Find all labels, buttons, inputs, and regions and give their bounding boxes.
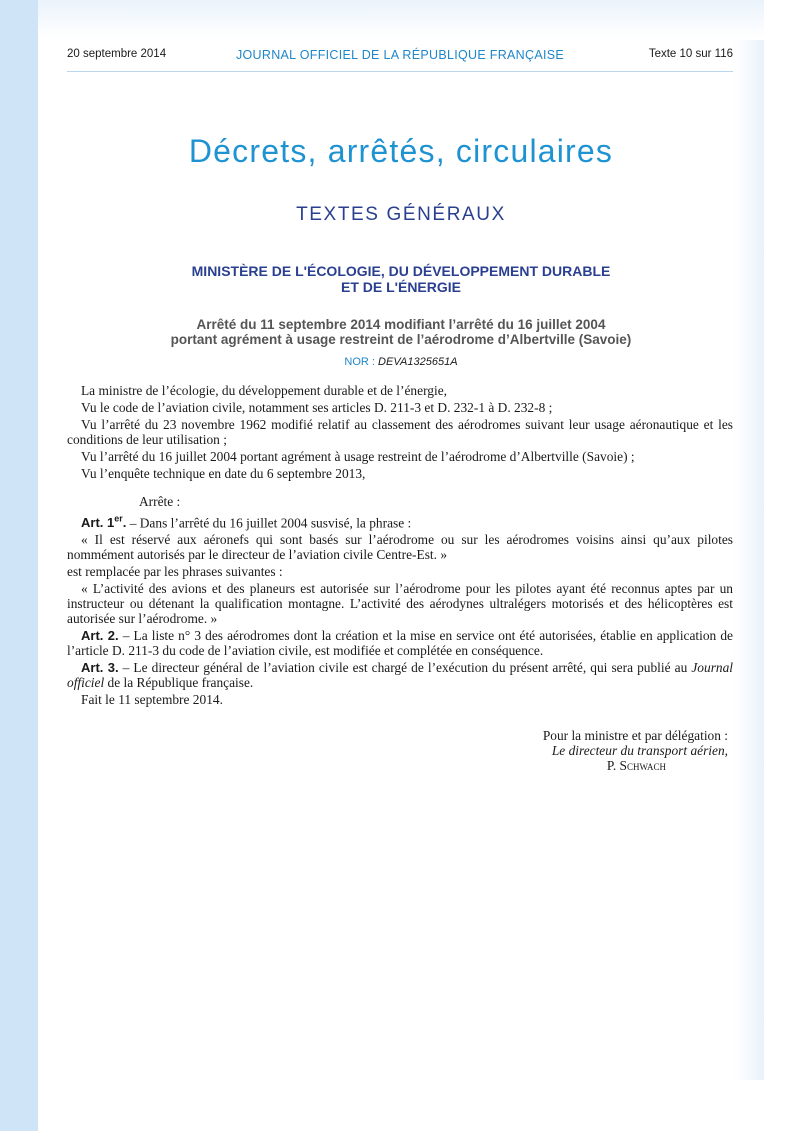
- header-text-number: Texte 10 sur 116: [648, 48, 733, 60]
- done-date: Fait le 11 septembre 2014.: [81, 692, 223, 708]
- signature-line-2: Le directeur du transport aérien,: [551, 743, 728, 758]
- article-1-quote-2: « L’activité des avions et des planeurs est autorisée sur l’aérodrome pour les pilotes ayant été reconnus aptes par un instructeur ou détenant la qualification montagne. L’activité des aérodynes ultralégers motorisés et des hélicoptères est autorisée sur l’aérodrome. »: [67, 581, 733, 627]
- left-margin-band: [0, 0, 38, 1131]
- nor-reference: [38, 356, 764, 368]
- document-page: [38, 38, 764, 1080]
- page-header: [67, 48, 733, 64]
- header-journal-title: JOURNAL OFFICIEL DE LA RÉPUBLIQUE FRANÇAISE: [235, 48, 565, 62]
- top-margin-band: [38, 0, 764, 38]
- ministry-heading: [98, 263, 704, 295]
- ministry-line-1: MINISTÈRE DE L'ÉCOLOGIE, DU DÉVELOPPEMENT DURABLE: [191, 263, 611, 279]
- decree-body: [67, 383, 733, 709]
- signature-name: P. Schwach: [606, 758, 666, 773]
- preamble-line: Vu l’enquête technique en date du 6 septembre 2013,: [81, 466, 366, 481]
- article-3: Art. 3. – Le directeur général de l’aviation civile est chargé de l’exécution du présent arrêté, qui sera publié au Journal officiel de la République française.: [67, 660, 734, 691]
- preamble-line: Vu l’arrêté du 23 novembre 1962 modifié relatif au classement des aérodromes suivant leur usage aéronautique et les conditions de leur utilisation ;: [67, 417, 733, 447]
- nor-label: NOR :: [344, 356, 379, 368]
- ministry-line-2: ET DE L'ÉNERGIE: [340, 279, 461, 295]
- article-2-text: – La liste n° 3 des aérodromes dont la création et la mise en service ont été autorisées, établie en application de l’article D. 211-3 du code de l’aviation civile, est modifiée et complétée en conséquence.: [67, 628, 734, 659]
- signature-block: [468, 728, 728, 773]
- sub-section-title: TEXTES GÉNÉRAUX: [296, 204, 506, 225]
- nor-value: DEVA1325651A: [378, 356, 458, 368]
- article-1-label: Art. 1er.: [81, 514, 127, 531]
- signature-line-1: Pour la ministre et par délégation :: [542, 728, 728, 743]
- article-1-replaced: est remplacée par les phrases suivantes :: [67, 564, 283, 580]
- preamble-line: Vu le code de l’aviation civile, notamment ses articles D. 211-3 et D. 232-1 à D. 232-8 ;: [81, 400, 553, 415]
- article-2: [67, 628, 733, 658]
- journal-officiel-italic: Journal officiel: [67, 660, 734, 691]
- section-title: Décrets, arrêtés, circulaires: [188, 133, 614, 169]
- preamble-line: Vu l’arrêté du 16 juillet 2004 portant agrément à usage restreint de l’aérodrome d’Albertville (Savoie) ;: [81, 449, 635, 464]
- decree-title-line-1: Arrêté du 11 septembre 2014 modifiant l’arrêté du 16 juillet 2004: [196, 317, 606, 332]
- preamble-line: La ministre de l’écologie, du développement durable et de l’énergie,: [81, 383, 447, 398]
- decree-title: [98, 317, 704, 347]
- article-3-label: Art. 3.: [81, 660, 119, 676]
- header-date: 20 septembre 2014: [67, 48, 167, 60]
- decree-title-line-2: portant agrément à usage restreint de l’aérodrome d’Albertville (Savoie): [170, 332, 632, 347]
- article-1-text: – Dans l’arrêté du 16 juillet 2004 susvisé, la phrase :: [126, 515, 412, 531]
- arrete-label: Arrête :: [139, 494, 181, 509]
- header-divider: [67, 71, 733, 72]
- article-1: [67, 512, 733, 530]
- article-1-quote-1: « Il est réservé aux aéronefs qui sont basés sur l’aérodrome ou sur les aérodromes voisins ainsi qu’aux pilotes nommément autorisés par le directeur de l’aviation civile Centre-Est. »: [67, 532, 733, 563]
- article-2-label: Art. 2.: [81, 628, 119, 644]
